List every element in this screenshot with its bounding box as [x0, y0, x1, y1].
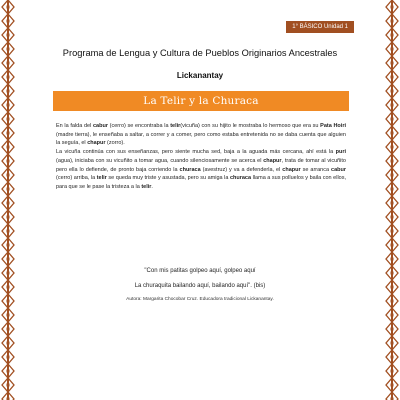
- story-body: [56, 122, 346, 192]
- song-verse-1: "Con mis patitas golpeo aquí, golpeo aquí: [144, 268, 256, 274]
- story-keyword: cabur: [331, 166, 346, 173]
- author-credit: Autora: Margarita Chocobar Cruz. Educadora tradicional Lickanantay.: [126, 297, 274, 302]
- story-text: En la falda del: [56, 123, 93, 129]
- story-keyword: chapur: [263, 157, 282, 164]
- story-text: (zorro).: [105, 140, 125, 147]
- story-text: llama a sus polluelos y baila con ellos, para que se le pase la tristeza a la: [56, 175, 347, 190]
- song-verse-2: La churaquita bailando aquí, bailando aquí". (bis): [134, 283, 266, 289]
- grade-unit-badge: 1° BÁSICO Unidad 1: [286, 21, 354, 33]
- story-paragraph-2: [56, 148, 346, 192]
- story-text: se queda muy triste y asustada, pero su amiga la: [106, 175, 230, 182]
- program-title: Programa de Lengua y Cultura de Pueblos Originarios Ancestrales: [62, 48, 338, 58]
- culture-subtitle: Lickanantay: [176, 71, 224, 80]
- story-keyword: telir: [141, 183, 152, 190]
- story-text: , trata de tomar al vicuñito pero ella lo defiende, de pronto baja corriendo la: [56, 157, 346, 173]
- story-text: se arranca: [300, 166, 332, 173]
- story-text: .: [151, 183, 153, 190]
- story-keyword: churaca: [229, 175, 252, 182]
- story-title: La Telir y la Churaca: [143, 95, 259, 107]
- story-text: (agua), iniciaba con su vicuñito a tomar agua, cuando silenciosamente se acerca el: [56, 157, 264, 164]
- story-keyword: telir: [170, 123, 181, 129]
- story-keyword: cabur: [93, 123, 108, 129]
- story-text: (cerro) arriba, la: [56, 175, 97, 182]
- story-text: (vicuña) con su hijito le mostraba lo hermoso que era su: [180, 123, 321, 129]
- andean-pattern-icon: [0, 0, 16, 400]
- right-decorative-border: [384, 0, 400, 400]
- story-paragraph-1: [56, 122, 346, 148]
- story-text: La vicuña continúa con sus enseñanzas, pero siente mucha sed, baja a la aguada más cercana, ahí está la: [56, 149, 336, 156]
- story-keyword: puri: [335, 149, 346, 156]
- story-text: (avestruz) y va a defenderla, el: [200, 166, 283, 173]
- story-keyword: Pata Hoiri: [320, 123, 346, 129]
- story-title-banner: [53, 91, 349, 111]
- story-keyword: chapur: [282, 166, 301, 173]
- story-text: (madre tierra), le enseñaba a saltar, a correr y a comer, pero como estaba entretenida no se daba cuenta que alguien la seguía, el: [56, 131, 346, 147]
- andean-pattern-icon: [384, 0, 400, 400]
- story-text: (cerro) se encontraba la: [107, 123, 171, 129]
- left-decorative-border: [0, 0, 16, 400]
- story-keyword: telir: [96, 175, 107, 182]
- story-keyword: chapur: [87, 140, 106, 147]
- story-keyword: churaca: [179, 166, 201, 173]
